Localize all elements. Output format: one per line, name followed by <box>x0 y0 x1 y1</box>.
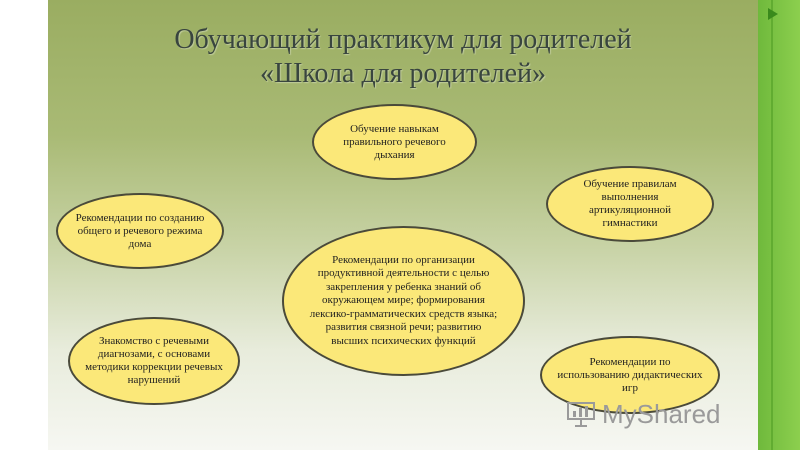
node-didactic-games: Рекомендации по использованию дидактических игр <box>540 336 720 414</box>
node-breathing: Обучение навыкам правильного речевого дыхания <box>312 104 477 180</box>
slide-title-line1: Обучающий практикум для родителей <box>174 24 632 55</box>
slide-title-line2: «Школа для родителей» <box>259 58 547 89</box>
watermark <box>566 397 721 431</box>
node-home-regime: Рекомендации по созданию общего и речевого режима дома <box>56 193 224 269</box>
triangle-icon <box>768 8 778 20</box>
node-productive-activity: Рекомендации по организации продуктивной деятельности с целью закрепления у ребенка знаний об окружающем мире; формирования лексико-грамматических средств языка; развития связной речи; развитию высших психических функций <box>282 226 525 376</box>
node-speech-diagnoses: Знакомство с речевыми диагнозами, с основами методики коррекции речевых нарушений <box>68 317 240 405</box>
accent-line <box>771 0 773 450</box>
watermark-text: MyShared <box>602 398 721 429</box>
node-articulation: Обучение правилам выполнения артикуляционной гимнастики <box>546 166 714 242</box>
accent-bar <box>758 0 800 450</box>
presentation-icon <box>566 399 596 429</box>
